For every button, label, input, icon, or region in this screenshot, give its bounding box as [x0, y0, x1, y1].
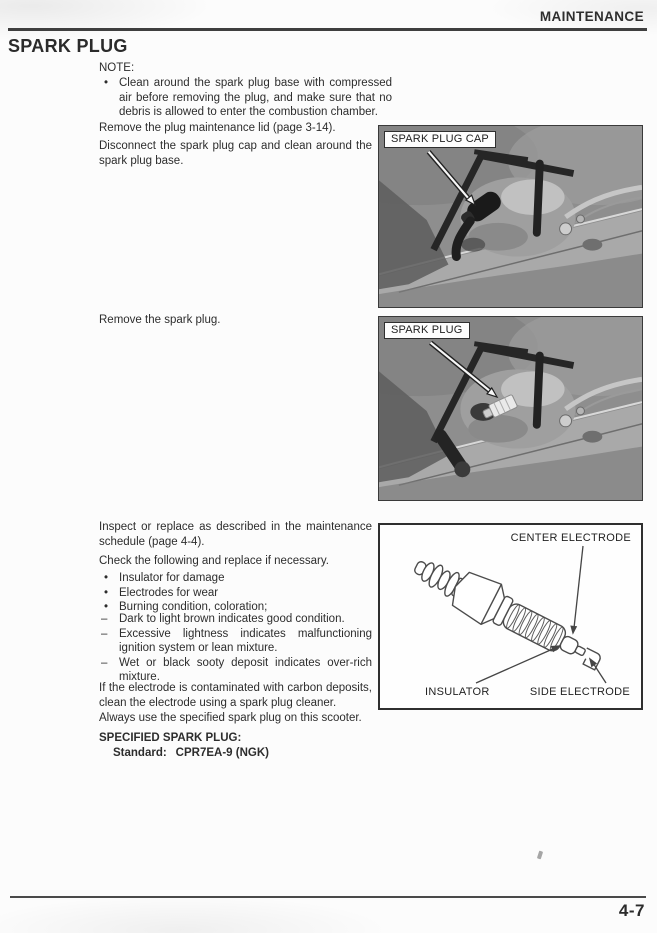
para-disconnect-cap: Disconnect the spark plug cap and clean around the spark plug base.	[99, 140, 372, 167]
para-inspect: Inspect or replace as described in the maintenance schedule (page 4-4).	[99, 521, 372, 548]
photo-callout-label: SPARK PLUG CAP	[384, 131, 496, 148]
para-remove-plug: Remove the spark plug.	[99, 314, 221, 326]
condition-item-text: Excessive lightness indicates malfunctioning ignition system or lean mixture.	[119, 627, 372, 655]
spec-standard-label: Standard:	[113, 747, 167, 759]
para-remove-lid: Remove the plug maintenance lid (page 3-14).	[99, 122, 336, 134]
note-item	[99, 76, 392, 120]
bullet-marker: •	[104, 77, 109, 89]
condition-item-text: Wet or black sooty deposit indicates over-rich mixture.	[119, 656, 372, 684]
check-item-text: Burning condition, coloration;	[119, 601, 268, 614]
list-item	[99, 586, 372, 601]
check-item-text: Insulator for damage	[119, 572, 225, 584]
note-label: NOTE:	[99, 62, 135, 74]
spec-heading: SPECIFIED SPARK PLUG:	[99, 732, 242, 744]
page-title: SPARK PLUG	[8, 36, 128, 56]
condition-list	[99, 612, 372, 685]
footer-rule	[10, 896, 646, 898]
scan-speck	[537, 851, 543, 860]
check-item-text: Electrodes for wear	[119, 586, 219, 599]
engine-photo-illustration	[379, 126, 642, 307]
diagram-label-insulator: INSULATOR	[425, 686, 490, 698]
list-item	[99, 571, 372, 586]
header-section-title: MAINTENANCE	[539, 9, 644, 24]
page-number: 4-7	[618, 901, 645, 920]
list-item	[99, 627, 372, 656]
dash-marker: –	[101, 613, 108, 625]
para-carbon: If the electrode is contaminated with carbon deposits, clean the electrode using a spark plug cleaner.	[99, 682, 372, 709]
figure-photo-spark-plug-cap	[378, 125, 643, 308]
note-item-text: Clean around the spark plug base with compressed air before removing the plug, and make sure that no debris is allowed to enter the combustion chamber.	[119, 77, 392, 119]
figure-diagram-spark-plug	[378, 523, 643, 710]
bullet-marker: •	[104, 572, 109, 584]
figure-photo-spark-plug	[378, 316, 643, 501]
diagram-label-center-electrode: CENTER ELECTRODE	[510, 532, 631, 544]
dash-marker: –	[101, 656, 108, 669]
photo-callout-label: SPARK PLUG	[384, 322, 470, 339]
diagram-label-side-electrode: SIDE ELECTRODE	[529, 686, 630, 698]
bullet-marker: •	[104, 586, 109, 599]
spec-standard-line	[99, 746, 386, 761]
spark-plug-diagram	[380, 525, 641, 708]
spec-standard-value: CPR7EA-9 (NGK)	[175, 747, 269, 759]
engine-photo-illustration	[379, 317, 642, 500]
header-rule	[8, 28, 647, 31]
para-check-intro: Check the following and replace if necessary.	[99, 555, 329, 567]
condition-item-text: Dark to light brown indicates good condition.	[119, 613, 345, 625]
list-item	[99, 612, 372, 627]
para-always: Always use the specified spark plug on this scooter.	[99, 712, 362, 724]
bullet-marker: •	[104, 601, 109, 614]
dash-marker: –	[101, 627, 108, 640]
check-list	[99, 571, 372, 615]
